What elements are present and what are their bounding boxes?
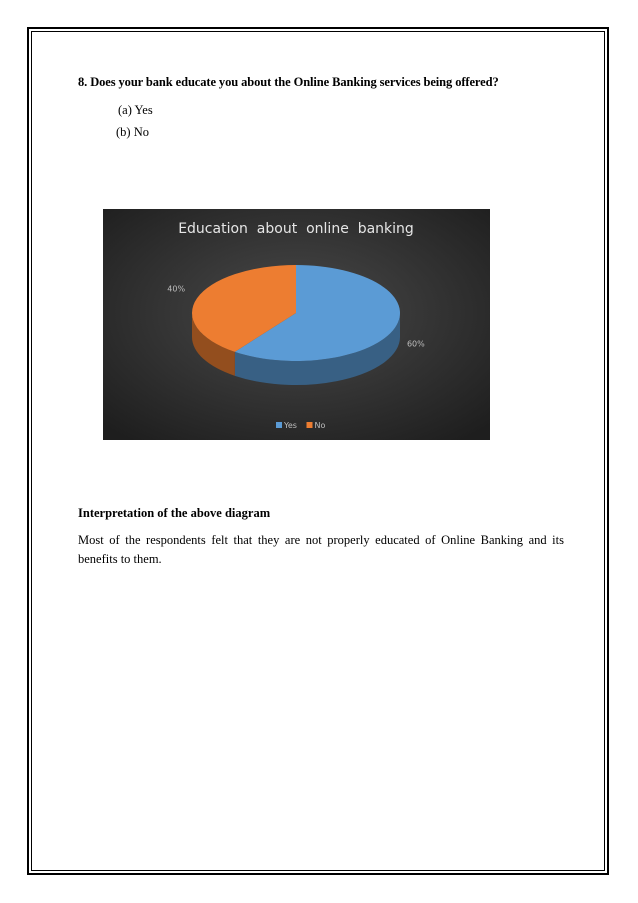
option-yes: (a) Yes: [118, 103, 153, 117]
page-border-inner: [31, 31, 605, 871]
pie-chart: [103, 209, 490, 440]
legend-swatch-yes: [276, 422, 282, 428]
data-label-no: 40%: [167, 284, 186, 294]
interpretation-body: Most of the respondents felt that they are not properly educated of Online Banking and its benefits to them.: [78, 533, 564, 566]
question-text: 8. Does your bank educate you about the Online Banking services being offered?: [78, 75, 499, 89]
option-no: (b) No: [116, 125, 149, 139]
legend-label-no: No: [314, 421, 326, 430]
legend-swatch-no: [307, 422, 313, 428]
data-label-yes: 60%: [406, 339, 425, 349]
legend-label-yes: Yes: [284, 421, 297, 430]
chart-title: Education about online banking: [178, 221, 414, 237]
interpretation-title: Interpretation of the above diagram: [78, 506, 271, 520]
